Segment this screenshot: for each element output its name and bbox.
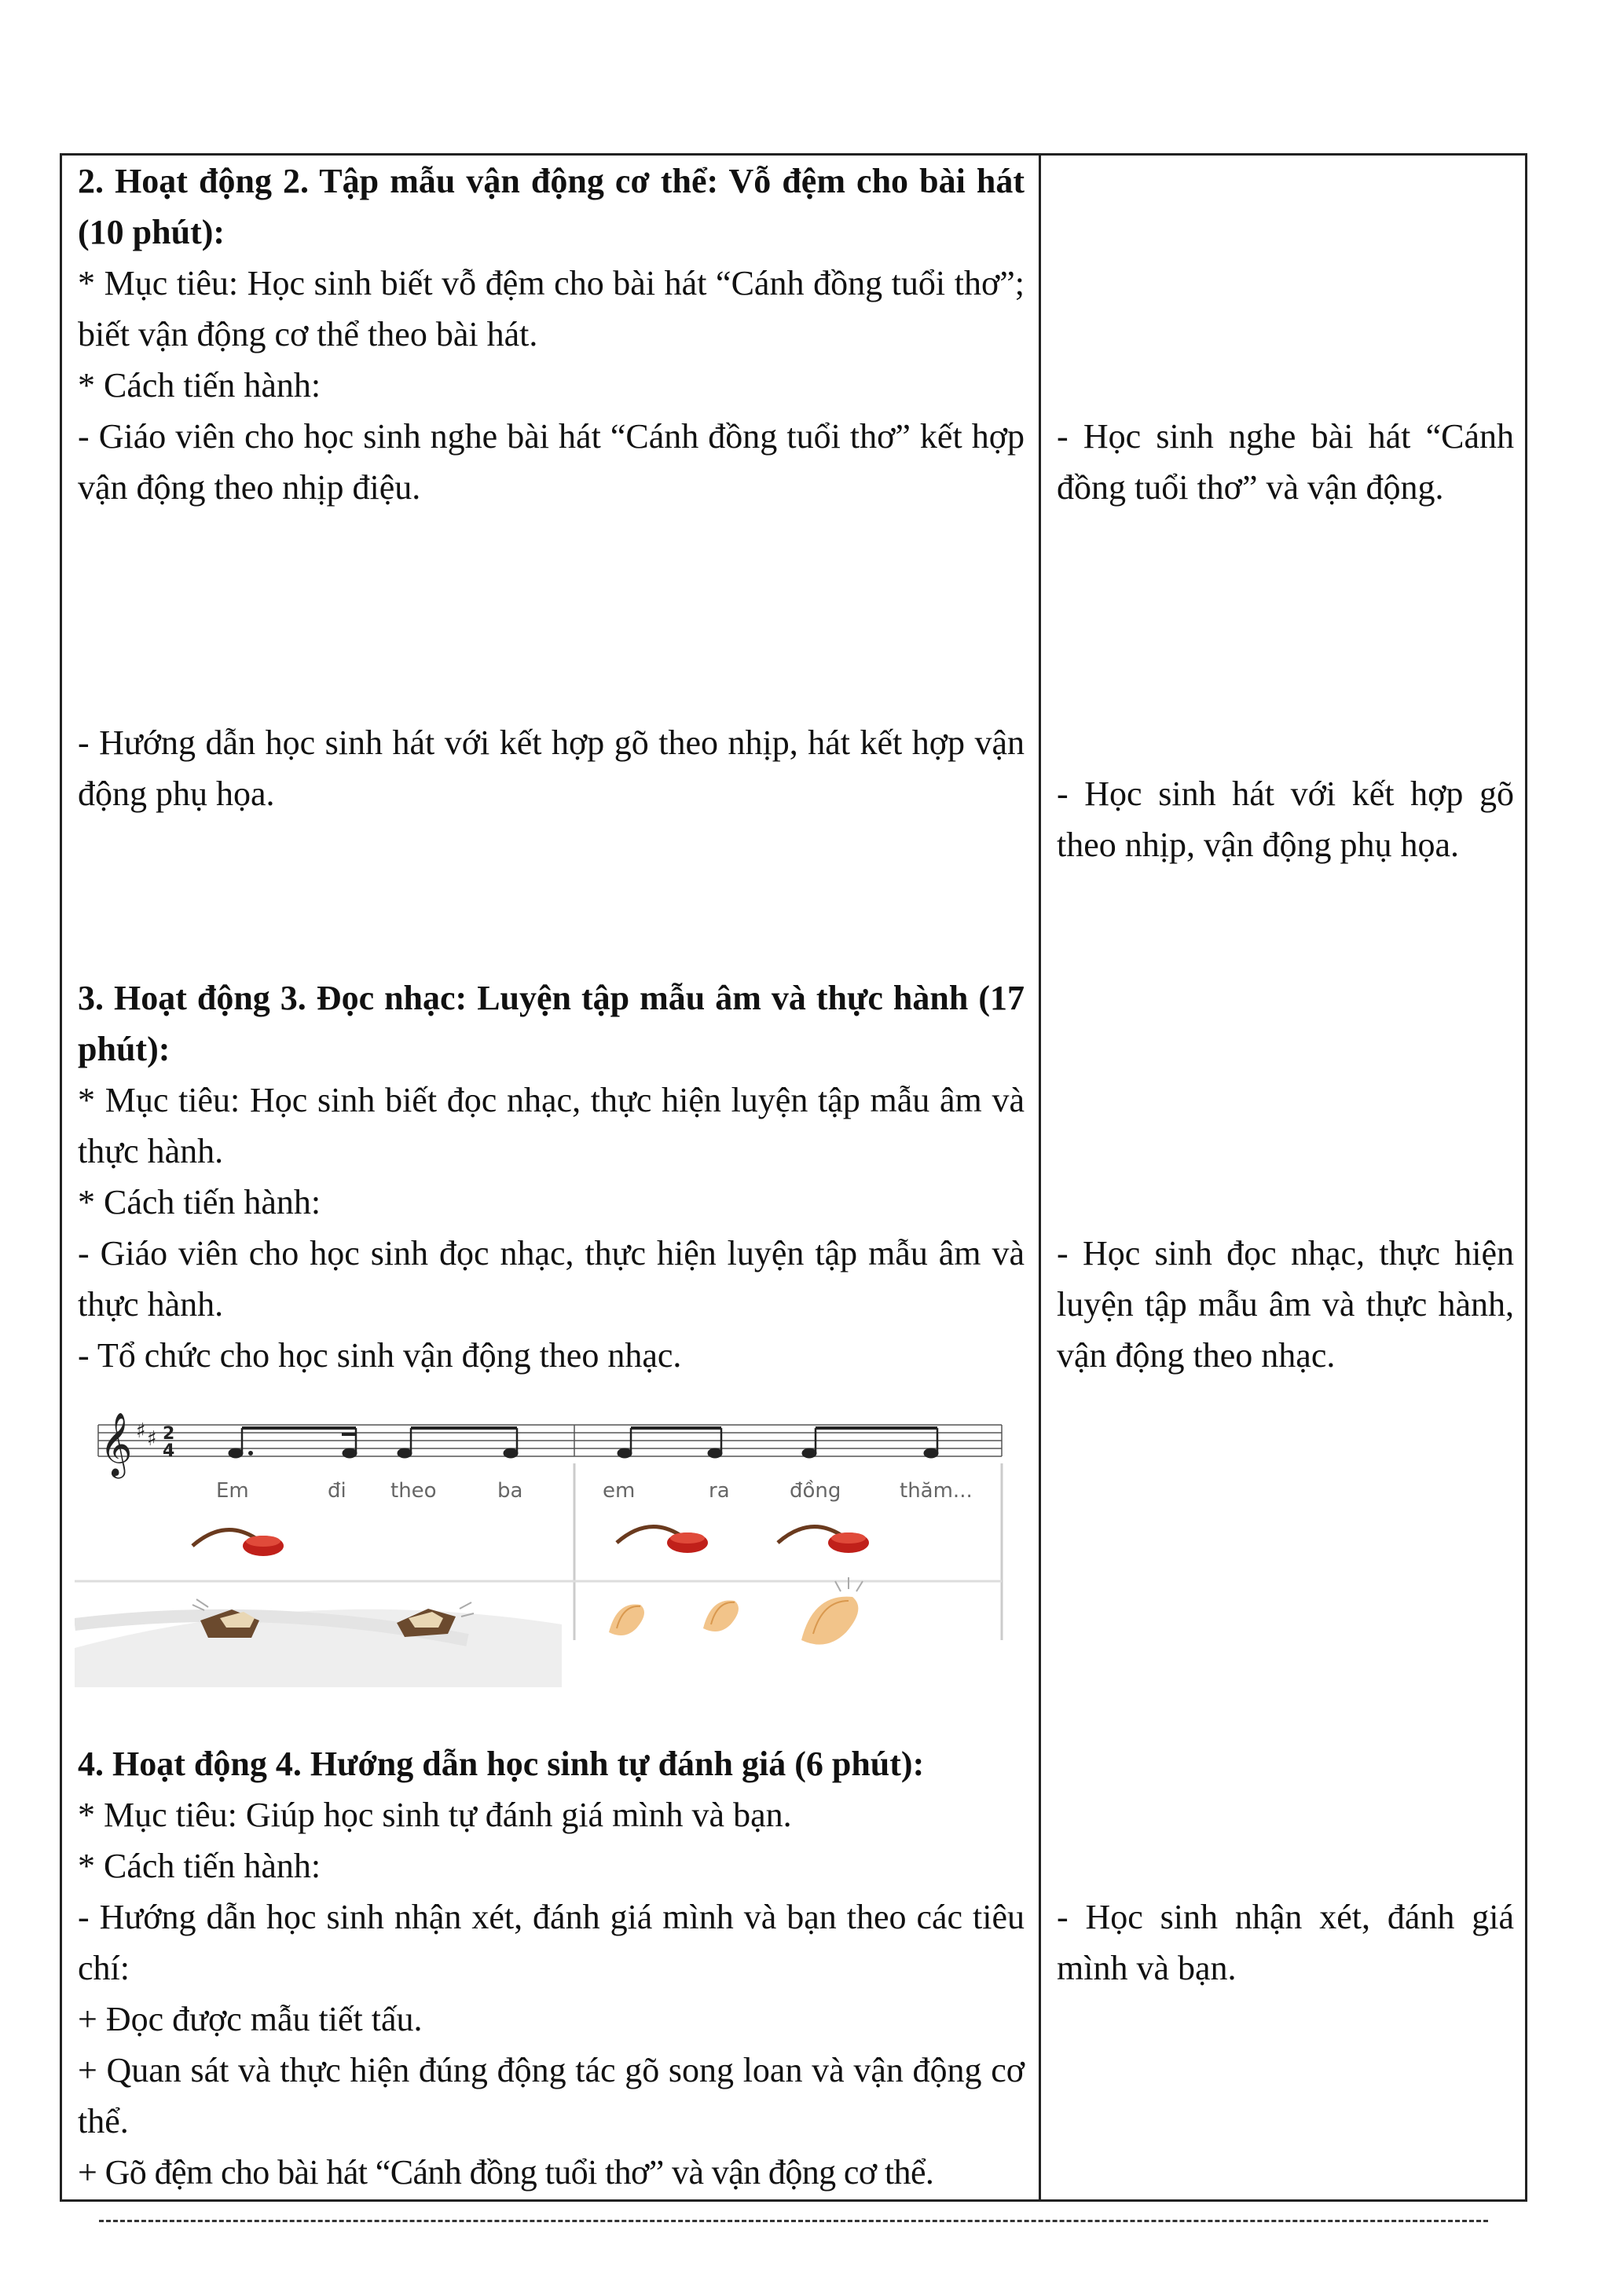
activity-2-heading: 2. Hoạt động 2. Tập mẫu vận động cơ thể: Vỗ đệm cho bài hát (10 phút): (78, 162, 1025, 251)
lesson-table (60, 153, 1527, 2202)
lyric-word: đồng (790, 1479, 841, 1503)
column-divider (1039, 156, 1041, 2199)
activity-2-section (78, 156, 1025, 513)
activity-2-step-2: - Hướng dẫn học sinh hát với kết hợp gõ theo nhịp, hát kết hợp vận động phụ họa. (78, 723, 1025, 813)
clap-icon (703, 1600, 739, 1631)
song-loan-icon (192, 1530, 284, 1556)
activity-4-criterion-3: + Gõ đệm cho bài hát “Cánh đồng tuổi thơ” và vận động cơ thể. (78, 2153, 934, 2192)
rhythm-score-illustration (75, 1389, 1017, 1687)
lyric-word: thăm... (900, 1479, 973, 1503)
lyric-word: ra (709, 1479, 730, 1503)
student-response-2: - Học sinh hát với kết hợp gõ theo nhịp, vận động phụ họa. (1057, 774, 1514, 864)
activity-3-section (78, 972, 1025, 1381)
activity-4-criterion-1: + Đọc được mẫu tiết tấu. (78, 2000, 423, 2038)
time-signature-bottom: 4 (163, 1441, 175, 1461)
activity-4-heading: 4. Hoạt động 4. Hướng dẫn học sinh tự đánh giá (6 phút): (78, 1745, 925, 1783)
activity-4-step-1: - Hướng dẫn học sinh nhận xét, đánh giá mình và bạn theo các tiêu chí: (78, 1898, 1025, 1987)
activity-4-section (78, 1738, 1025, 2198)
time-signature-top: 2 (163, 1424, 175, 1444)
clap-icon (801, 1577, 863, 1645)
student-response-1: - Học sinh nghe bài hát “Cánh đồng tuổi thơ” và vận động. (1057, 417, 1514, 507)
activity-2-objective: * Mục tiêu: Học sinh biết vỗ đệm cho bài hát “Cánh đồng tuổi thơ”; biết vận động cơ thể theo bài hát. (78, 264, 1025, 353)
song-loan-icon (778, 1527, 869, 1553)
activity-4-method: * Cách tiến hành: (78, 1847, 321, 1885)
activity-3-method: * Cách tiến hành: (78, 1183, 321, 1221)
activity-2-step-2-block (78, 717, 1025, 819)
activity-4-criterion-2: + Quan sát và thực hiện đúng động tác gõ song loan và vận động cơ thể. (78, 2051, 1025, 2140)
activity-4-objective: * Mục tiêu: Giúp học sinh tự đánh giá mình và bạn. (78, 1796, 792, 1834)
activity-2-step-1: - Giáo viên cho học sinh nghe bài hát “Cánh đồng tuổi thơ” kết hợp vận động theo nhịp điệu. (78, 417, 1025, 507)
sharp-icon: ♯ (136, 1419, 146, 1443)
student-response-3: - Học sinh đọc nhạc, thực hiện luyện tập mẫu âm và thực hành, vận động theo nhạc. (1057, 1234, 1514, 1375)
activity-3-objective: * Mục tiêu: Học sinh biết đọc nhạc, thực hiện luyện tập mẫu âm và thực hành. (78, 1081, 1025, 1170)
lyric-word: ba (497, 1479, 523, 1503)
activity-3-step-2: - Tổ chức cho học sinh vận động theo nhạc. (78, 1336, 682, 1375)
response-1-block (1057, 411, 1514, 513)
activity-2-method: * Cách tiến hành: (78, 366, 321, 405)
lyric-word: em (603, 1479, 636, 1503)
lyric-word: Em (216, 1479, 249, 1503)
student-response-4: - Học sinh nhận xét, đánh giá mình và bạn. (1057, 1898, 1514, 1987)
treble-clef-icon: 𝄞 (100, 1412, 133, 1476)
response-3-block (1057, 1228, 1514, 1381)
lyrics-row (216, 1479, 973, 1503)
response-2-block (1057, 768, 1514, 870)
lyric-word: theo (390, 1479, 437, 1503)
page-footer-dashed-line (99, 2220, 1488, 2222)
activity-3-step-1: - Giáo viên cho học sinh đọc nhạc, thực hiện luyện tập mẫu âm và thực hành. (78, 1234, 1025, 1324)
clap-icon (609, 1604, 644, 1635)
sharp-icon: ♯ (147, 1427, 157, 1451)
response-4-block (1057, 1891, 1514, 1994)
song-loan-icon (617, 1527, 708, 1553)
activity-3-heading: 3. Hoạt động 3. Đọc nhạc: Luyện tập mẫu âm và thực hành (17 phút): (78, 979, 1025, 1068)
lyric-word: đi (328, 1479, 346, 1503)
